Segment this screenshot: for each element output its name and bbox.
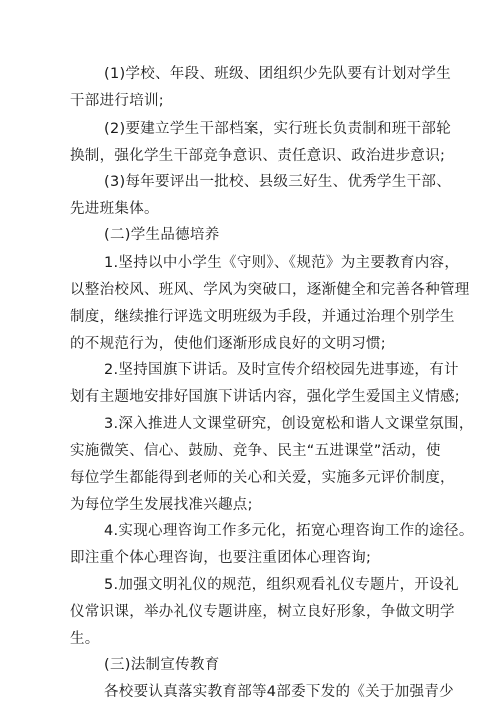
- section-heading: (三)法制宣传教育: [104, 657, 220, 673]
- paragraph-line: (3)每年要评出一批校、县级三好生、优秀学生干部、: [104, 174, 452, 190]
- paragraph-line: 生。: [70, 631, 100, 647]
- paragraph-line: 即注重个体心理咨询，也要注重团体心理咨询;: [70, 550, 372, 566]
- paragraph-line: 的不规范行为，使他们逐渐形成良好的文明习惯;: [70, 336, 386, 352]
- paragraph-line: 5.加强文明礼仪的规范，组织观看礼仪专题片，开设礼: [104, 577, 459, 593]
- paragraph-line: 干部进行培训;: [70, 93, 164, 109]
- paragraph-line: 以整治校风、班风、学风为突破口，逐渐健全和完善各种管理: [70, 282, 470, 298]
- paragraph-line: 4.实现心理咨询工作多元化，拓宽心理咨询工作的途径。: [104, 523, 474, 539]
- paragraph-line: 制度，继续推行评选文明班级为手段，并通过治理个别学生: [70, 309, 455, 325]
- paragraph-line: 1.坚持以中小学生《守则》、《规范》为主要教育内容，: [104, 255, 460, 271]
- section-heading: (二)学生品德培养: [104, 227, 220, 243]
- paragraph-line: 2.坚持国旗下讲话。及时宣传介绍校园先进事迹，有计: [104, 362, 459, 378]
- paragraph-line: 仪常识课，举办礼仪专题讲座，树立良好形象，争做文明学: [70, 604, 455, 620]
- paragraph-line: 先进班集体。: [70, 201, 159, 217]
- paragraph-line: 划有主题地安排好国旗下讲话内容，强化学生爱国主义情感;: [70, 389, 460, 405]
- paragraph-line: 3.深入推进人文课堂研究，创设宽松和谐人文课堂氛围，: [104, 416, 474, 432]
- paragraph-line: 每位学生都能得到老师的关心和关爱，实施多元评价制度，: [70, 470, 455, 486]
- paragraph-line: 实施微笑、信心、鼓励、竞争、民主“五进课堂”活动，使: [70, 443, 441, 459]
- paragraph-line: (2)要建立学生干部档案，实行班长负责制和班干部轮: [104, 121, 452, 137]
- paragraph-line: 换制，强化学生干部竞争意识、责任意识、政治进步意识;: [70, 148, 446, 164]
- paragraph-line: 各校要认真落实教育部等4部委下发的《关于加强青少: [104, 684, 454, 700]
- paragraph-line: 为每位学生发展找准兴趣点;: [70, 497, 253, 513]
- paragraph-line: (1)学校、年段、班级、团组织少先队要有计划对学生: [104, 66, 452, 82]
